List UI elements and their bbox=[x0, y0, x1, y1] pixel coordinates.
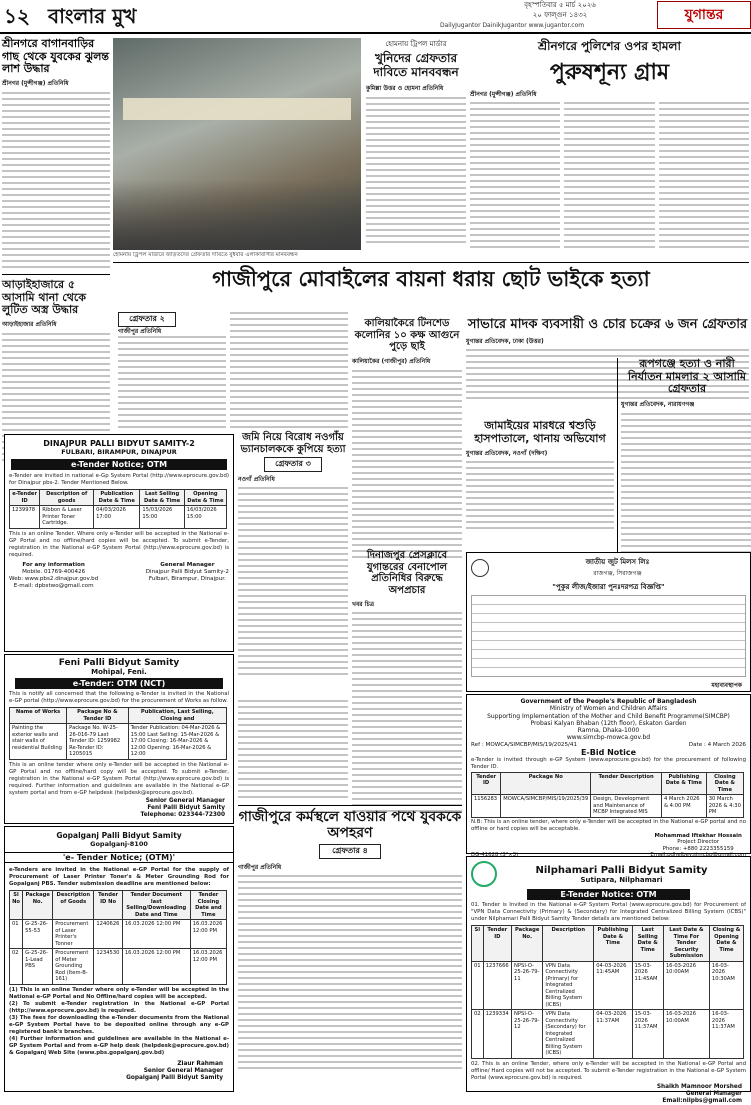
fire-story bbox=[352, 318, 462, 548]
date-info bbox=[485, 0, 635, 20]
signer-title: Senior General Manager bbox=[145, 797, 225, 804]
col-header: Description of Goods bbox=[53, 891, 94, 920]
simcbp-bid-notice bbox=[466, 694, 751, 854]
col-header: Opening Date & Time bbox=[184, 490, 226, 506]
table-cell: VPN Data Connectivity (Secondary) for Integrated Centralized Billing System (ICBS) bbox=[543, 1010, 594, 1059]
table-cell: 16-03-2026 10:30AM bbox=[709, 961, 743, 1010]
table-cell: Package No. W-25-26-016-79 Last Tender ID: 1259982 Re-Tender ID: 1205015 bbox=[67, 724, 128, 760]
table-row bbox=[10, 949, 227, 985]
col-header: Tender Document last Selling/Downloading Date and Time bbox=[122, 891, 190, 920]
col-header: Package No. bbox=[512, 926, 543, 962]
note-item: (3) The fees for downloading the e-Tender documents from the National e-GP System Portal have to be deposited online through any e-GP registered bank's branches. bbox=[9, 1014, 229, 1035]
story-subtitle: গ্রেফতার ৪ bbox=[319, 844, 381, 859]
signer-name: Mohammad Iftekhar Hossain bbox=[654, 832, 742, 839]
story-title: সাভারে মাদক ব্যবসায়ী ও চোর চক্রের ৬ জন গ্রেফতার bbox=[467, 317, 748, 332]
ministry: Ministry of Women and Children Affairs bbox=[549, 705, 668, 713]
notice-intro: 01. Tender is Invited in the National e-GP System Portal (www.eprocure.gov.bd) for Procurement of "VPN Data Connectivity (Primary) & (Secondary) for Integrated Centralized Billing System (ICBS)" under Nilphamari Palli Bidyut Samity Tender details are mentioned below: bbox=[471, 902, 746, 922]
col-header: Tender Closing Date and Time bbox=[190, 891, 226, 920]
info-web[interactable]: Web: www.pbs2.dinajpur.gov.bd bbox=[9, 575, 99, 582]
col-header: Description of goods bbox=[40, 490, 94, 506]
story-byline: খবর চিত্র bbox=[352, 601, 375, 608]
notice-title: E-Bid Notice bbox=[580, 747, 637, 757]
notice-intro: e-Tender is invited through e-GP System (www.eprocure.gov.bd) for the procurement of following Tender ID. bbox=[471, 756, 746, 770]
info-title: For any information bbox=[22, 561, 85, 568]
table-cell: G-25-26-55-53 bbox=[23, 920, 53, 949]
table-cell: 1239978 bbox=[10, 506, 40, 529]
notice-note: 02. This is an online Tender, where only e-Tender will be accepted in the National e-GP Portal and offline/ Hard copies will not be accepted. To submit e-Tender registration in the National e-GP System Portal (www.eprocure.gov.bd) is required. bbox=[471, 1060, 746, 1081]
story-byline: গাজীপুর প্রতিনিধি bbox=[118, 328, 162, 335]
col-header: Publication Date & Time bbox=[94, 490, 140, 506]
story-byline: শ্রীনগর (মুন্সীগঞ্জ) প্রতিনিধি bbox=[2, 79, 69, 87]
tender-table bbox=[471, 925, 744, 1059]
story-title: দিনাজপুর প্রেসক্লাবে যুগান্তরের বেনাপোল প্রতিনিধির বিরুদ্ধে অপপ্রচার bbox=[366, 550, 448, 596]
notice-note: This is an online tender where only e-Tender will be accepted in the National e-GP Portal and no offline/hard copy will be accepted. To submit e-Tender, registration in the National e-GP System Portal (http://www.eprocure.gov.bd) is required. Further information and guidelines are available in the National e-GP system portal and from e-GP helpdesk (helpdesk@eprocure.gov.bd). bbox=[9, 761, 229, 796]
story-body bbox=[238, 487, 348, 677]
notice-address: রাজগঞ্জ, সিরাজগঞ্জ bbox=[593, 570, 642, 577]
story-body bbox=[238, 700, 348, 800]
story-body bbox=[564, 102, 654, 250]
story-body bbox=[366, 97, 466, 247]
col-header: Publishing Date & Time bbox=[594, 926, 632, 962]
table-row bbox=[10, 724, 227, 760]
story-body bbox=[352, 612, 462, 812]
story-kicker: হোমনায় ট্রিপল মার্ডার bbox=[385, 40, 447, 48]
col-header: Package No bbox=[501, 772, 591, 795]
notice-notes bbox=[5, 987, 233, 1057]
signer-org: Dinajpur Palli Bidyut Samity-2 bbox=[145, 568, 229, 575]
col-header: Publishing Date & Time bbox=[661, 772, 706, 795]
table-cell: 16-03-2026 10:00AM bbox=[663, 1010, 709, 1059]
story-subtitle: গ্রেফতার ৩ bbox=[264, 457, 322, 472]
signer-email[interactable]: Email:nilpbs@gmail.com bbox=[662, 1097, 742, 1104]
signer-telephone: Telephone: 023344-72300 bbox=[140, 811, 225, 818]
notice-date: Date : 4 March 2026 bbox=[688, 741, 746, 748]
jamai-story bbox=[466, 420, 614, 548]
website[interactable]: www.simcbp-mowca.gov.bd bbox=[566, 734, 651, 742]
info-mobile: Mobile. 01769-400426 bbox=[22, 568, 86, 575]
table-row bbox=[472, 795, 744, 818]
table-cell: 01 bbox=[10, 920, 23, 949]
table-cell: 02 bbox=[10, 949, 23, 985]
story-body bbox=[352, 370, 462, 560]
col-header: Last Selling Date & Time bbox=[140, 490, 184, 506]
story-title: পুরুষশূন্য গ্রাম bbox=[549, 60, 670, 85]
table-cell: 01 bbox=[472, 961, 484, 1010]
page-number: ১২ bbox=[4, 4, 30, 28]
signer-name: Ziaur Rahman bbox=[177, 1060, 223, 1067]
table-cell: G-25-26-1-Lead PBS bbox=[23, 949, 53, 985]
story-columns bbox=[470, 102, 749, 250]
protest-photo bbox=[113, 38, 361, 250]
signer-title: Senior General Manager bbox=[143, 1067, 223, 1074]
story-kicker: শ্রীনগরে পুলিশের ওপর হামলা bbox=[538, 39, 681, 53]
pbs-logo-icon bbox=[471, 861, 497, 887]
story-body bbox=[238, 875, 462, 1073]
table-cell: 1237666 bbox=[483, 961, 511, 1010]
story-body bbox=[470, 102, 560, 250]
table-cell: MOWCA/SIMCBP/MIS/19/2025/39 bbox=[501, 795, 591, 818]
col-header: Publication, Last Selling, Closing and bbox=[128, 708, 226, 724]
table-cell: 1234530 bbox=[94, 949, 122, 985]
abduction-story bbox=[238, 805, 462, 1091]
story-body bbox=[118, 336, 226, 428]
table-cell: 04-03-2026 11:37AM bbox=[594, 1010, 632, 1059]
table-cell: 16-03-2026 10:00AM bbox=[663, 961, 709, 1010]
note-item: (1) This is an online Tender where only e-Tender will be accepted in the National e-GP Portal and No Offline/hard copies will be accepted. bbox=[9, 986, 229, 1000]
social-links: DailyJugantor DainikJugantor www.jugantor.com bbox=[440, 22, 585, 29]
table-cell: VPN Data Connectivity (Primary) for Integrated Centralized Billing System (ICBS) bbox=[543, 961, 594, 1010]
notice-org: Nilphamari Palli Bidyut Samity bbox=[535, 864, 708, 876]
date-line: বৃহস্পতিবার ৫ মার্চ ২০২৬ bbox=[524, 1, 596, 9]
jute-mills-notice bbox=[466, 552, 751, 692]
story-title: জমি নিয়ে বিরোধ নওগাঁয় ভ্যানচালককে কুপিয়ে হত্যা bbox=[240, 432, 346, 455]
col-header: Tender ID bbox=[472, 772, 501, 795]
notice-table bbox=[471, 595, 746, 677]
signer-address: Fulbari, Birampur, Dinajpur. bbox=[148, 575, 226, 582]
col-header: Last Date & Time For Tender Security Submission bbox=[663, 926, 709, 962]
signer-org: Feni Palli Bidyut Samity bbox=[147, 804, 225, 811]
table-cell: 30 March 2026 & 4:30 PM bbox=[706, 795, 743, 818]
notice-org: Gopalganj Palli Bidyut Samity bbox=[56, 831, 182, 840]
masthead bbox=[0, 0, 751, 34]
story-title: আড়াইহাজারে ৫ আসামি থানা থেকে লুটিত অস্ত্র উদ্ধার bbox=[2, 277, 86, 317]
main-subtitle: গ্রেফতার ২ bbox=[118, 312, 176, 327]
table-cell: 16/03/2026 15:00 bbox=[184, 506, 226, 529]
table-cell: Tender Publication: 04-Mar-2026 & 15:00 Last Selling: 15-Mar-2026 & 17:00 Closing: 16-Mar-2026 & 12:00 Opening: 16-Mar-2026 & 12:00 bbox=[128, 724, 226, 760]
table-cell: 16.03.2026 12:00 PM bbox=[122, 949, 190, 985]
gopalganj-tender-notice bbox=[4, 826, 234, 1092]
signer-title: মহাব্যবস্থাপক bbox=[711, 682, 742, 689]
col-header: e-Tender ID bbox=[10, 490, 40, 506]
signer-title: General Manager bbox=[685, 1090, 742, 1097]
notice-org: জাতীয় জুট মিলস লিঃ bbox=[585, 558, 650, 566]
notice-intro: e-Tenders are invited in the National e-GP Portal for the supply of Procurement of Laser Printer Toner's & Meter Grounding Rod for Gopalganj PBS. Tender submission deadline are mentioned below: bbox=[9, 867, 229, 887]
notice-title: 'e- Tender Notice; (OTM)' bbox=[5, 852, 233, 863]
story-byline: শ্রীনগর (মুন্সীগঞ্জ) প্রতিনিধি bbox=[470, 91, 537, 99]
story-byline: নওগাঁ প্রতিনিধি bbox=[238, 476, 275, 483]
col-header: Closing & Opening Date & Time bbox=[709, 926, 743, 962]
table-cell: 4 March 2026 & 4:00 PM bbox=[661, 795, 706, 818]
signer-title: Project Director bbox=[677, 839, 720, 846]
table-cell: Procurement of Laser Printer's Tonner bbox=[53, 920, 94, 949]
table-cell: NPSI-O-25-26-79-12 bbox=[512, 1010, 543, 1059]
notice-title: "পুকুর লীজ/ইজারা পুনঃদরপত্র বিজ্ঞপ্তি" bbox=[552, 583, 665, 591]
address-line: Probasi Kalyan Bhaban (12th floor), Eskaton Garden bbox=[530, 719, 687, 727]
tender-table bbox=[9, 890, 227, 985]
table-cell: 1239334 bbox=[483, 1010, 511, 1059]
story-byline: যুগান্তর প্রতিবেদক, ঢাকা (উত্তর) bbox=[466, 337, 544, 345]
naogaon-story bbox=[238, 432, 348, 694]
table-cell: 1240626 bbox=[94, 920, 122, 949]
note-item: (4) Further information and guidelines are available in the National e-GP System Portal and from e-GP help desk (helpdesk@eprocure.gov.bd) & Gopalganj Web Site (www.pbs.gopalganj.gov.bd) bbox=[9, 1035, 229, 1056]
table-cell: 16.03.2026 12:00 PM bbox=[190, 949, 226, 985]
dinajpur-tender-notice bbox=[4, 434, 234, 652]
story-byline: আড়াইহাজার প্রতিনিধি bbox=[2, 320, 57, 328]
story-byline: যুগান্তর প্রতিবেদক, নারায়ণগঞ্জ bbox=[621, 400, 695, 408]
main-headline-block bbox=[113, 262, 749, 319]
story-title: রূপগঞ্জে হত্যা ও নারী নির্যাতন মামলার ২ আসামি গ্রেফতার bbox=[627, 357, 747, 396]
date-line-bangla: ২০ ফাল্গুন ১৪৩২ bbox=[532, 11, 588, 19]
table-cell: 15/03/2026 15:00 bbox=[140, 506, 184, 529]
notice-note: This is an online Tender. Where only e-Tender will be accepted in the National e-GP Portal and no offline/hard copies will be accepted. To submit e-Tender, registration in the National e-GP System Portal (http://www.eprocure.gov.bd) is required. bbox=[9, 530, 229, 558]
story-title: গাজীপুরে কর্মস্থলে যাওয়ার পথে যুবককে অপহরণ bbox=[238, 809, 462, 842]
story-body bbox=[466, 461, 614, 533]
reference: Ref : MOWCA/SIMCBP/MIS/19/2025/41 bbox=[471, 741, 578, 748]
table-cell: 1156283 bbox=[472, 795, 501, 818]
col-header: Package No & Tender ID bbox=[67, 708, 128, 724]
right-top-story bbox=[470, 38, 749, 260]
notice-address: Mohipal, Feni. bbox=[91, 668, 147, 676]
col-header: Tender ID bbox=[483, 926, 511, 962]
divider bbox=[2, 274, 110, 275]
story-title: কালিয়াকৈরে টিনশেড কলোনির ১০ কক্ষ আগুনে পুড়ে ছাই bbox=[354, 318, 460, 352]
story-body bbox=[2, 92, 110, 270]
notice-title: E-Tender Notice: OTM bbox=[527, 889, 690, 900]
address-line: Ramna, Dhaka-1000 bbox=[577, 727, 640, 735]
table-cell: 16.03.2026 12:00 PM bbox=[190, 920, 226, 949]
notice-intro: This is notify all concerned that the following e-Tender is invited in the National e-GP portal (http://www.eprocure.gov.bd) for the procurement of Works as follow. bbox=[9, 691, 229, 704]
table-cell: 15-03-2026 11:37AM bbox=[632, 1010, 663, 1059]
notice-org: Feni Palli Bidyut Samity bbox=[58, 658, 180, 668]
tender-table bbox=[9, 489, 227, 529]
table-cell: 15-03-2026 11:45AM bbox=[632, 961, 663, 1010]
table-cell: 02 bbox=[472, 1010, 484, 1059]
table-cell: NPSI-O-25-26-79-11 bbox=[512, 961, 543, 1010]
notice-org: DINAJPUR PALLI BIDYUT SAMITY-2 bbox=[43, 439, 195, 448]
story-byline: কুমিল্লা উত্তর ও হোমনা প্রতিনিধি bbox=[366, 84, 444, 92]
notice-note: N.B: This is an online tender, where only e-Tender will be accepted in the National e-GP portal and no offline or hard copies will be acceptable. bbox=[471, 818, 746, 832]
table-cell: Design, Development and Maintenance of MCBP Integrated MIS bbox=[591, 795, 662, 818]
story-body bbox=[230, 312, 348, 428]
table-cell: 16-03-2026 11:37AM bbox=[709, 1010, 743, 1059]
tender-table bbox=[471, 772, 744, 818]
table-row bbox=[472, 961, 744, 1010]
story-byline: যুগান্তর প্রতিবেদক, নওগাঁ (দক্ষিণ) bbox=[466, 450, 548, 458]
notice-address: FULBARI, BIRAMPUR, DINAJPUR bbox=[61, 448, 177, 456]
col-header: Last Selling Date & Time bbox=[632, 926, 663, 962]
nilphamari-tender-notice bbox=[466, 856, 751, 1104]
col-header: Name of Works bbox=[10, 708, 67, 724]
feni-tender-notice bbox=[4, 654, 234, 824]
notice-title: e-Tender Notice; OTM bbox=[11, 459, 227, 470]
signer-phone: Phone: +880 2223355159 bbox=[662, 845, 734, 852]
col-header: Package No. bbox=[23, 891, 53, 920]
table-cell: 04/03/2026 17:00 bbox=[94, 506, 140, 529]
col-header: Tender ID No bbox=[94, 891, 122, 920]
gov-title: Government of the People's Republic of Bangladesh bbox=[520, 698, 697, 705]
story-title: খুনিদের গ্রেফতার দাবিতে মানববন্ধন bbox=[373, 51, 459, 79]
tender-table bbox=[9, 707, 227, 760]
story-title: জামাইয়ের মারধরে শ্বশুড়ি হাসপাতালে, থানায় অভিযোগ bbox=[474, 419, 606, 445]
col-header: Tender Description bbox=[591, 772, 662, 795]
col-header: Sl bbox=[472, 926, 484, 962]
page-section-title: বাংলার মুখ bbox=[48, 4, 137, 28]
notice-address: Sutipara, Nilphamari bbox=[580, 875, 663, 884]
project-name: Supporting Implementation of the Mother and Child Benefit Programme(SIMCBP) bbox=[487, 712, 730, 720]
table-cell: 04-03-2026 11:45AM bbox=[594, 961, 632, 1010]
col-header: Closing Date & Time bbox=[706, 772, 743, 795]
story-byline: গাজীপুর প্রতিনিধি bbox=[238, 864, 282, 872]
col-header: Description bbox=[543, 926, 594, 962]
table-row bbox=[10, 920, 227, 949]
signer-org: Gopalganj Palli Bidyut Samity bbox=[126, 1074, 223, 1081]
table-cell: Painting the exterior walls and stair walls of residential Building bbox=[10, 724, 67, 760]
signer-title: General Manager bbox=[160, 561, 215, 568]
story-title: শ্রীনগরে বাগানবাড়ির গাছ থেকে যুবকের ঝুলন্ত লাশ উদ্ধার bbox=[2, 37, 109, 76]
main-headline: গাজীপুরে মোবাইলের বায়না ধরায় ছোট ভাইকে হত্যা bbox=[212, 267, 650, 291]
table-row bbox=[10, 506, 227, 529]
photo-caption: হোমনায় ট্রিপল মার্ডারে জড়িতদের গ্রেফতার দাবিতে বুধবার এলাকাবাসীর মানববন্ধন bbox=[113, 252, 298, 258]
table-cell: 16.03.2026 12:00 PM bbox=[122, 920, 190, 949]
story-byline: কালিয়াকৈর (গাজীপুর) প্রতিনিধি bbox=[352, 357, 431, 365]
table-cell: Procurement of Meter Grounding Rod (Item-B-161) bbox=[53, 949, 94, 985]
signer-name: Shaikh Mamnoor Morshed bbox=[656, 1083, 742, 1090]
table-cell: Ribbon & Laser Printer Toner Cartridge. bbox=[40, 506, 94, 529]
story-body bbox=[659, 102, 749, 250]
col-header: Sl No bbox=[10, 891, 23, 920]
notice-intro: e-Tender are invited in national e-Gp System Portal (http://www.eprocure.gov.bd) for Dinajpur pbs-2. Tender Mentioned Below. bbox=[9, 473, 229, 486]
homna-story bbox=[366, 38, 466, 260]
note-item: (2) To submit e-Tender registration in the National e-GP Portal (http://www.eprocure.gov.bd) is required. bbox=[9, 1000, 229, 1014]
emblem-icon bbox=[471, 559, 489, 577]
notice-address: Gopalganj-8100 bbox=[90, 840, 148, 848]
notice-title: e-Tender: OTM (NCT) bbox=[15, 678, 223, 689]
brand-logo: যুগান্তর bbox=[657, 1, 751, 29]
table-row bbox=[472, 1010, 744, 1059]
pressclub-story bbox=[352, 550, 462, 800]
info-email[interactable]: E-mail: dpbstwo@gmail.com bbox=[13, 583, 94, 590]
